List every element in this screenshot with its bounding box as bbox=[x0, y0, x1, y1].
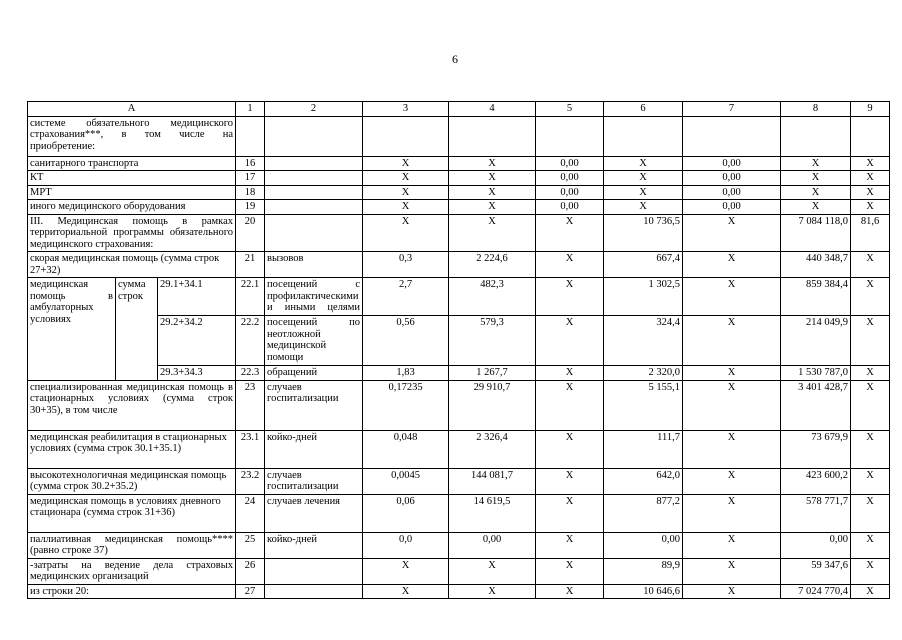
value-cell: Х bbox=[851, 430, 890, 468]
row-label: МРТ bbox=[28, 185, 236, 200]
row-number: 21 bbox=[236, 252, 265, 278]
row-formula: 29.3+34.3 bbox=[158, 366, 236, 381]
table-row bbox=[28, 116, 890, 156]
unit-cell: койко-дней bbox=[265, 430, 363, 468]
value-cell: 0,00 bbox=[536, 156, 604, 171]
row-label: скорая медицинская помощь (сумма строк 27+32) bbox=[28, 252, 236, 278]
row-number: 27 bbox=[236, 584, 265, 599]
value-cell: Х bbox=[851, 558, 890, 584]
value-cell: 1 267,7 bbox=[449, 366, 536, 381]
row-number: 20 bbox=[236, 214, 265, 252]
unit-cell bbox=[265, 171, 363, 186]
unit-cell: случаев лечения bbox=[265, 494, 363, 532]
row-number: 17 bbox=[236, 171, 265, 186]
table-row bbox=[28, 278, 890, 316]
value-cell: Х bbox=[851, 171, 890, 186]
value-cell: Х bbox=[851, 532, 890, 558]
value-cell: Х bbox=[449, 200, 536, 215]
value-cell: Х bbox=[604, 185, 683, 200]
value-cell: 0,06 bbox=[363, 494, 449, 532]
header-cell: 5 bbox=[536, 102, 604, 117]
row-number: 23.2 bbox=[236, 468, 265, 494]
unit-cell bbox=[265, 584, 363, 599]
value-cell: 3 401 428,7 bbox=[781, 380, 851, 430]
value-cell: 877,2 bbox=[604, 494, 683, 532]
value-cell: 1 530 787,0 bbox=[781, 366, 851, 381]
unit-cell: обращений bbox=[265, 366, 363, 381]
table-row bbox=[28, 156, 890, 171]
value-cell: Х bbox=[536, 468, 604, 494]
value-cell: Х bbox=[683, 380, 781, 430]
value-cell: 0,00 bbox=[781, 532, 851, 558]
value-cell: Х bbox=[536, 278, 604, 316]
value-cell: Х bbox=[363, 185, 449, 200]
value-cell: Х bbox=[449, 584, 536, 599]
value-cell: Х bbox=[363, 558, 449, 584]
table-row bbox=[28, 214, 890, 252]
row-number: 23.1 bbox=[236, 430, 265, 468]
value-cell: 0,00 bbox=[449, 532, 536, 558]
unit-cell bbox=[265, 156, 363, 171]
value-cell: Х bbox=[536, 366, 604, 381]
header-cell: 9 bbox=[851, 102, 890, 117]
row-label: высокотехнологичная медицинская помощь (сумма строк 30.2+35.2) bbox=[28, 468, 236, 494]
value-cell: Х bbox=[536, 430, 604, 468]
row-formula: 29.2+34.2 bbox=[158, 316, 236, 366]
value-cell: 0,17235 bbox=[363, 380, 449, 430]
value-cell: 423 600,2 bbox=[781, 468, 851, 494]
value-cell: Х bbox=[536, 252, 604, 278]
value-cell: 0,56 bbox=[363, 316, 449, 366]
value-cell: 81,6 bbox=[851, 214, 890, 252]
header-cell: 1 bbox=[236, 102, 265, 117]
row-label: иного медицинского оборудования bbox=[28, 200, 236, 215]
value-cell: 0,00 bbox=[536, 200, 604, 215]
value-cell: 10 646,6 bbox=[604, 584, 683, 599]
value-cell: 578 771,7 bbox=[781, 494, 851, 532]
value-cell: 29 910,7 bbox=[449, 380, 536, 430]
header-cell: 6 bbox=[604, 102, 683, 117]
value-cell: Х bbox=[604, 171, 683, 186]
table-row bbox=[28, 200, 890, 215]
unit-cell bbox=[265, 200, 363, 215]
table-row bbox=[28, 366, 890, 381]
value-cell: Х bbox=[449, 185, 536, 200]
table-row bbox=[28, 558, 890, 584]
value-cell: Х bbox=[781, 171, 851, 186]
value-cell: Х bbox=[683, 366, 781, 381]
value-cell: Х bbox=[683, 252, 781, 278]
row-number: 26 bbox=[236, 558, 265, 584]
value-cell: 0,048 bbox=[363, 430, 449, 468]
unit-cell: посещений по неотложной медицинской помощи bbox=[265, 316, 363, 366]
value-cell: 59 347,6 bbox=[781, 558, 851, 584]
value-cell: 324,4 bbox=[604, 316, 683, 366]
table-row bbox=[28, 468, 890, 494]
unit-cell bbox=[265, 214, 363, 252]
value-cell: 482,3 bbox=[449, 278, 536, 316]
value-cell: 2,7 bbox=[363, 278, 449, 316]
row-label: санитарного транспорта bbox=[28, 156, 236, 171]
value-cell: 642,0 bbox=[604, 468, 683, 494]
unit-cell: случаев госпитализации bbox=[265, 380, 363, 430]
value-cell: Х bbox=[851, 200, 890, 215]
value-cell: Х bbox=[536, 494, 604, 532]
value-cell: Х bbox=[851, 494, 890, 532]
value-cell: 7 084 118,0 bbox=[781, 214, 851, 252]
header-cell: 8 bbox=[781, 102, 851, 117]
value-cell: 144 081,7 bbox=[449, 468, 536, 494]
value-cell: Х bbox=[536, 316, 604, 366]
table-row bbox=[28, 494, 890, 532]
value-cell: Х bbox=[851, 156, 890, 171]
row-number: 23 bbox=[236, 380, 265, 430]
row-label: медицинская реабилитация в стационарных условиях (сумма строк 30.1+35.1) bbox=[28, 430, 236, 468]
value-cell: 0,00 bbox=[683, 156, 781, 171]
unit-cell bbox=[265, 558, 363, 584]
value-cell: 111,7 bbox=[604, 430, 683, 468]
value-cell: Х bbox=[683, 494, 781, 532]
value-cell: 73 679,9 bbox=[781, 430, 851, 468]
unit-cell: посещений с профилактическими и иными целями bbox=[265, 278, 363, 316]
row-number: 22.3 bbox=[236, 366, 265, 381]
row-label: III. Медицинская помощь в рамках территориальной программы обязательного медицинского страхования: bbox=[28, 214, 236, 252]
header-cell: 3 bbox=[363, 102, 449, 117]
value-cell: Х bbox=[363, 584, 449, 599]
header-cell: А bbox=[28, 102, 236, 117]
value-cell: 0,00 bbox=[683, 171, 781, 186]
value-cell: 2 224,6 bbox=[449, 252, 536, 278]
row-number: 25 bbox=[236, 532, 265, 558]
value-cell: Х bbox=[536, 558, 604, 584]
row-label: паллиативная медицинская помощь**** (равно строке 37) bbox=[28, 532, 236, 558]
value-cell: 0,3 bbox=[363, 252, 449, 278]
value-cell: Х bbox=[851, 380, 890, 430]
row-number: 18 bbox=[236, 185, 265, 200]
value-cell: 0,0045 bbox=[363, 468, 449, 494]
value-cell: Х bbox=[851, 252, 890, 278]
row-label: медицинская помощь в условиях дневного стационара (сумма строк 31+36) bbox=[28, 494, 236, 532]
value-cell: 89,9 bbox=[604, 558, 683, 584]
unit-cell: койко-дней bbox=[265, 532, 363, 558]
value-cell: 0,00 bbox=[683, 185, 781, 200]
value-cell: Х bbox=[683, 558, 781, 584]
value-cell: 0,00 bbox=[536, 185, 604, 200]
row-number: 22.2 bbox=[236, 316, 265, 366]
row-number: 22.1 bbox=[236, 278, 265, 316]
unit-cell bbox=[265, 185, 363, 200]
table-row bbox=[28, 252, 890, 278]
value-cell: 2 320,0 bbox=[604, 366, 683, 381]
value-cell: 7 024 770,4 bbox=[781, 584, 851, 599]
table-row bbox=[28, 171, 890, 186]
value-cell: Х bbox=[683, 430, 781, 468]
row-label: -затраты на ведение дела страховых медицинских организаций bbox=[28, 558, 236, 584]
value-cell: 579,3 bbox=[449, 316, 536, 366]
value-cell: 14 619,5 bbox=[449, 494, 536, 532]
value-cell: Х bbox=[536, 214, 604, 252]
row-number: 19 bbox=[236, 200, 265, 215]
table-row bbox=[28, 380, 890, 430]
value-cell: Х bbox=[851, 366, 890, 381]
value-cell: Х bbox=[536, 380, 604, 430]
value-cell: 0,00 bbox=[604, 532, 683, 558]
value-cell: Х bbox=[536, 584, 604, 599]
row-formula: 29.1+34.1 bbox=[158, 278, 236, 316]
value-cell: 10 736,5 bbox=[604, 214, 683, 252]
value-cell: Х bbox=[683, 316, 781, 366]
value-cell: Х bbox=[363, 214, 449, 252]
unit-cell: вызовов bbox=[265, 252, 363, 278]
value-cell: 859 384,4 bbox=[781, 278, 851, 316]
table-row bbox=[28, 185, 890, 200]
ambulatory-label: медицинская помощь в амбулаторных условиях bbox=[28, 278, 116, 381]
value-cell: Х bbox=[851, 278, 890, 316]
page-number: 6 bbox=[452, 52, 458, 66]
value-cell: Х bbox=[363, 171, 449, 186]
financial-table bbox=[27, 101, 890, 599]
row-label: специализированная медицинская помощь в стационарных условиях (сумма строк 30+35), в том числе bbox=[28, 380, 236, 430]
value-cell: Х bbox=[449, 214, 536, 252]
table-row bbox=[28, 430, 890, 468]
header-row bbox=[28, 102, 890, 117]
value-cell: 2 326,4 bbox=[449, 430, 536, 468]
value-cell: Х bbox=[683, 468, 781, 494]
value-cell: 0,0 bbox=[363, 532, 449, 558]
value-cell: Х bbox=[449, 171, 536, 186]
value-cell: Х bbox=[781, 156, 851, 171]
value-cell: Х bbox=[604, 156, 683, 171]
value-cell: Х bbox=[851, 316, 890, 366]
table-row bbox=[28, 584, 890, 599]
sum-label: сумма строк bbox=[116, 278, 158, 381]
header-cell: 2 bbox=[265, 102, 363, 117]
row-label: КТ bbox=[28, 171, 236, 186]
row-number: 24 bbox=[236, 494, 265, 532]
value-cell: 5 155,1 bbox=[604, 380, 683, 430]
header-cell: 4 bbox=[449, 102, 536, 117]
unit-cell: случаев госпитализации bbox=[265, 468, 363, 494]
header-cell: 7 bbox=[683, 102, 781, 117]
value-cell: Х bbox=[449, 558, 536, 584]
value-cell: Х bbox=[851, 584, 890, 599]
value-cell: Х bbox=[604, 200, 683, 215]
row-number: 16 bbox=[236, 156, 265, 171]
value-cell: Х bbox=[781, 185, 851, 200]
value-cell: Х bbox=[363, 156, 449, 171]
value-cell: Х bbox=[683, 278, 781, 316]
value-cell: Х bbox=[683, 214, 781, 252]
value-cell: 667,4 bbox=[604, 252, 683, 278]
value-cell: Х bbox=[683, 584, 781, 599]
value-cell: Х bbox=[851, 185, 890, 200]
value-cell: 1 302,5 bbox=[604, 278, 683, 316]
value-cell: 0,00 bbox=[683, 200, 781, 215]
value-cell: 0,00 bbox=[536, 171, 604, 186]
value-cell: Х bbox=[683, 532, 781, 558]
row-label: системе обязательного медицинского страхования***, в том числе на приобретение: bbox=[28, 116, 236, 156]
value-cell: Х bbox=[851, 468, 890, 494]
value-cell: Х bbox=[363, 200, 449, 215]
value-cell: 1,83 bbox=[363, 366, 449, 381]
table-row bbox=[28, 532, 890, 558]
table-row bbox=[28, 316, 890, 366]
value-cell: Х bbox=[536, 532, 604, 558]
value-cell: Х bbox=[781, 200, 851, 215]
value-cell: Х bbox=[449, 156, 536, 171]
value-cell: 214 049,9 bbox=[781, 316, 851, 366]
value-cell: 440 348,7 bbox=[781, 252, 851, 278]
row-label: из строки 20: bbox=[28, 584, 236, 599]
